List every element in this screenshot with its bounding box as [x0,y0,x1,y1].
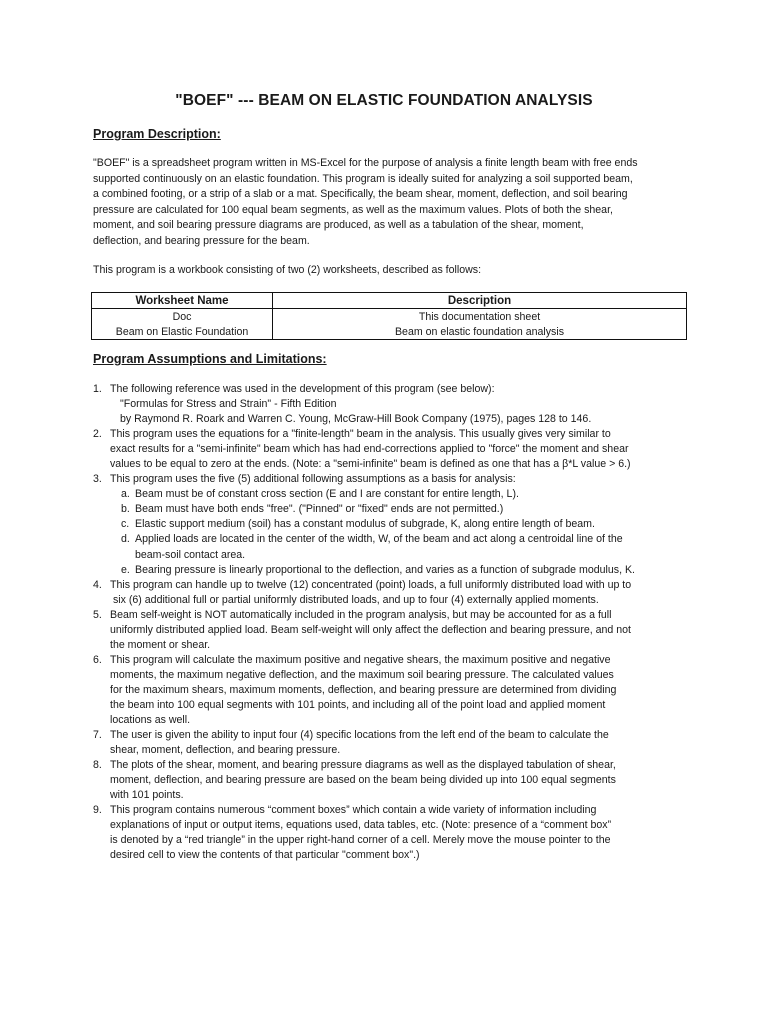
list-item: 9. This program contains numerous “comment boxes” which contain a wide variety of information including [93,804,597,817]
program-description-paragraph [93,156,693,250]
table-row [92,324,687,340]
list-item: 8. The plots of the shear, moment, and bearing pressure diagrams as well as the displayed tabulation of shear, [93,759,616,772]
table-header-row [92,293,687,309]
workbook-line: This program is a workbook consisting of two (2) worksheets, described as follows: [93,264,482,276]
list-item: 5. Beam self-weight is NOT automatically included in the program analysis, but may be accounted for as a full [93,608,612,621]
assumptions-heading: Program Assumptions and Limitations: [93,352,327,366]
list-item: 1. The following reference was used in the development of this program (see below): [93,383,495,395]
list-item: 7. The user is given the ability to input four (4) specific locations from the left end of the beam to calculate the [93,729,609,742]
workbook-description [93,263,693,279]
description-line: deflection, and bearing pressure for the beam. [93,234,310,247]
column-header-description: Description [273,293,687,309]
table-row [92,309,687,325]
description-line: pressure are calculated for 100 equal beam segments, as well as the maximum values. Plots of both the shear, [93,203,613,216]
worksheet-table [91,292,687,340]
sub-list-item: d. Applied loads are located in the center of the width, W, of the beam and act along a centroidal line of the [121,533,623,546]
sub-list-item: c. Elastic support medium (soil) has a constant modulus of subgrade, K, along entire length of beam. [121,518,595,531]
column-header-worksheet-name: Worksheet Name [92,293,273,309]
description-line: a combined footing, or a strip of a slab or a mat. Specifically, the beam shear, moment, deflection, and soil bearing [93,188,628,201]
worksheet-description-cell: Beam on elastic foundation analysis [273,324,687,340]
sub-list-item: e. Bearing pressure is linearly proportional to the deflection, and varies as a function of subgrade modulus, K. [121,563,635,576]
worksheet-description-cell: This documentation sheet [273,309,687,325]
worksheet-name-cell: Doc [92,309,273,325]
list-item: 4. This program can handle up to twelve (12) concentrated (point) loads, a full uniformly distributed load with up to [93,578,632,591]
sub-list-item: b. Beam must have both ends "free". ("Pinned" or "fixed" ends are not permitted.) [121,503,504,516]
list-item: 3. This program uses the five (5) additional following assumptions as a basis for analysis: [93,473,516,486]
assumptions-list: 1. The following reference was used in the development of this program (see below): "Formulas for Stress and Strain" - Fifth Edition by Raymond R. Roark and Warren C. Young, McGraw-Hill Book Company (1975), pages 128 to 146. 2. This program uses the equations for a "finite-length" beam in the analysis. This usually gives very similar to exact results for a "semi-infinite" beam which has had end-corrections applied to "force" the moment and shear values to be equal to zero at the ends. (Note: a "semi-infinite" beam is defined as one that has a β*L value > 6.) 3. This program uses the five (5) additional following assumptions as a basis for analysis: a. Beam must be of constant cross section (E and I are constant for entire length, L). b. Beam must have both ends "free". ("Pinned" or "fixed" ends are not permitted.) c. Elastic support medium (soil) has a constant modulus of subgrade, K, along entire length of beam. d. Applied loads are located in the center of the width, W, of the beam and act along a centroidal line of the beam-soil contact area. e. Bearing pressure is linearly proportional to the deflection, and varies as a function of subgrade modulus, K. 4. This program can handle up to twelve (12) concentrated (point) loads, a full uniformly distributed load with up to six (6) additional full or partial uniformly distributed loads, and up to four (4) externally applied moments. 5. Beam self-weight is NOT automatically included in the program analysis, but may be accounted for as a full uniformly distributed applied load. Beam self-weight will only affect the deflection and bearing pressure, and not the moment or shear. 6. This program will calculate the maximum positive and negative shears, the maximum positive and negative moments, the maximum negative deflection, and the maximum soil bearing pressure. The calculated values for the maximum shears, maximum moments, deflection, and bearing pressure are determined from dividing the beam into 100 equal segments with 101 points, and including all of the point load and applied moment locations as well. 7. The user is given the ability to input four (4) specific locations from the left end of the beam to calculate the shear, moment, deflection, and bearing pressure. 8. The plots of the shear, moment, and bearing pressure diagrams as well as the displayed tabulation of shear, moment, deflection, and bearing pressure are based on the beam being divided up into 100 equal segments with 101 points. 9. This program contains numerous “comment boxes” which contain a wide variety of information including explanations of input or output items, equations used, data tables, etc. (Note: presence of a “comment box” is denoted by a “red triangle” in the upper right-hand corner of a cell. Merely move the mouse pointer to the desired cell to view the contents of that particular "comment box".) [93,382,693,864]
sub-list-item: a. Beam must be of constant cross section (E and I are constant for entire length, L). [121,488,519,501]
program-description-heading: Program Description: [93,127,221,141]
worksheet-name-cell: Beam on Elastic Foundation [92,324,273,340]
description-line: moment, and soil bearing pressure diagrams are produced, as well as a tabulation of the shear, moment, [93,219,584,232]
description-line: "BOEF" is a spreadsheet program written in MS-Excel for the purpose of analysis a finite length beam with free ends [93,157,638,169]
list-item: 6. This program will calculate the maximum positive and negative shears, the maximum positive and negative [93,653,611,666]
list-item: 2. This program uses the equations for a "finite-length" beam in the analysis. This usually gives very similar to [93,428,611,441]
description-line: supported continuously on an elastic foundation. This program is ideally suited for analyzing a soil supported beam, [93,172,633,185]
page-title: "BOEF" --- BEAM ON ELASTIC FOUNDATION ANALYSIS [175,92,593,109]
